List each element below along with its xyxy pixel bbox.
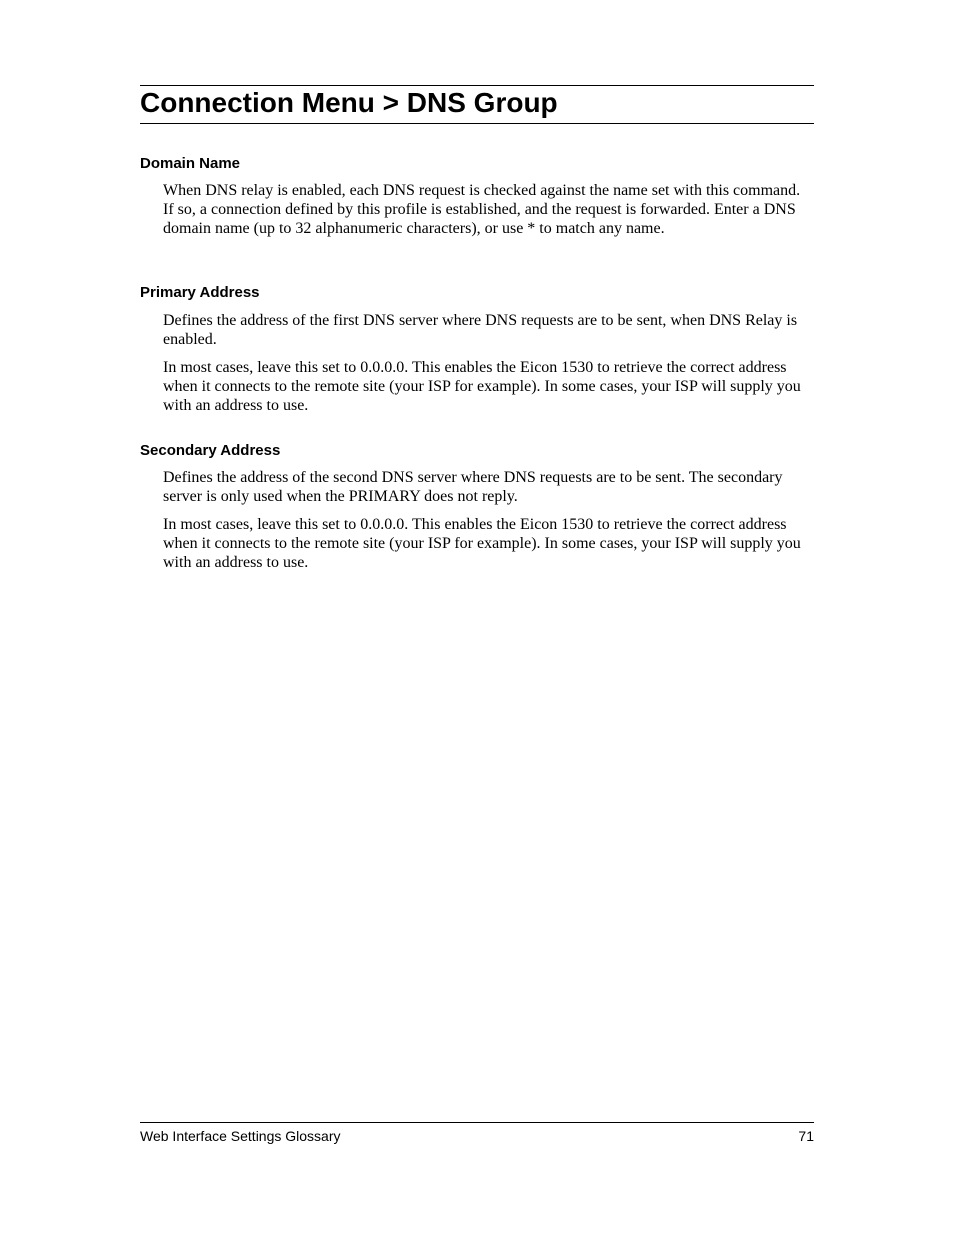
page-title: Connection Menu > DNS Group bbox=[140, 87, 558, 118]
page-number: 71 bbox=[798, 1128, 814, 1144]
domain-name-description: When DNS relay is enabled, each DNS request is checked against the name set with this command. If so, a connection defined by this profile is established, and the request is forwarded. Enter a DNS domain name (up to 32 alphanumeric characters), or use * to match any name. bbox=[163, 182, 801, 237]
primary-address-note: In most cases, leave this set to 0.0.0.0. This enables the Eicon 1530 to retrieve the correct address when it connects to the remote site (your ISP for example). In some cases, your ISP will supply you with an address to use. bbox=[163, 359, 801, 414]
primary-address-heading: Primary Address bbox=[140, 284, 260, 301]
domain-name-heading: Domain Name bbox=[140, 155, 241, 172]
primary-address-description: Defines the address of the first DNS server where DNS requests are to be sent, when DNS Relay is enabled. bbox=[163, 312, 798, 348]
footer-rule bbox=[140, 1122, 814, 1123]
secondary-address-heading: Secondary Address bbox=[140, 442, 281, 459]
secondary-address-note: In most cases, leave this set to 0.0.0.0. This enables the Eicon 1530 to retrieve the correct address when it connects to the remote site (your ISP for example). In some cases, your ISP will supply you with an address to use. bbox=[163, 516, 801, 571]
footer-document-title: Web Interface Settings Glossary bbox=[140, 1128, 341, 1144]
secondary-address-description: Defines the address of the second DNS server where DNS requests are to be sent. The secondary server is only used when the PRIMARY does not reply. bbox=[163, 469, 783, 505]
title-rule-bottom bbox=[140, 123, 814, 124]
